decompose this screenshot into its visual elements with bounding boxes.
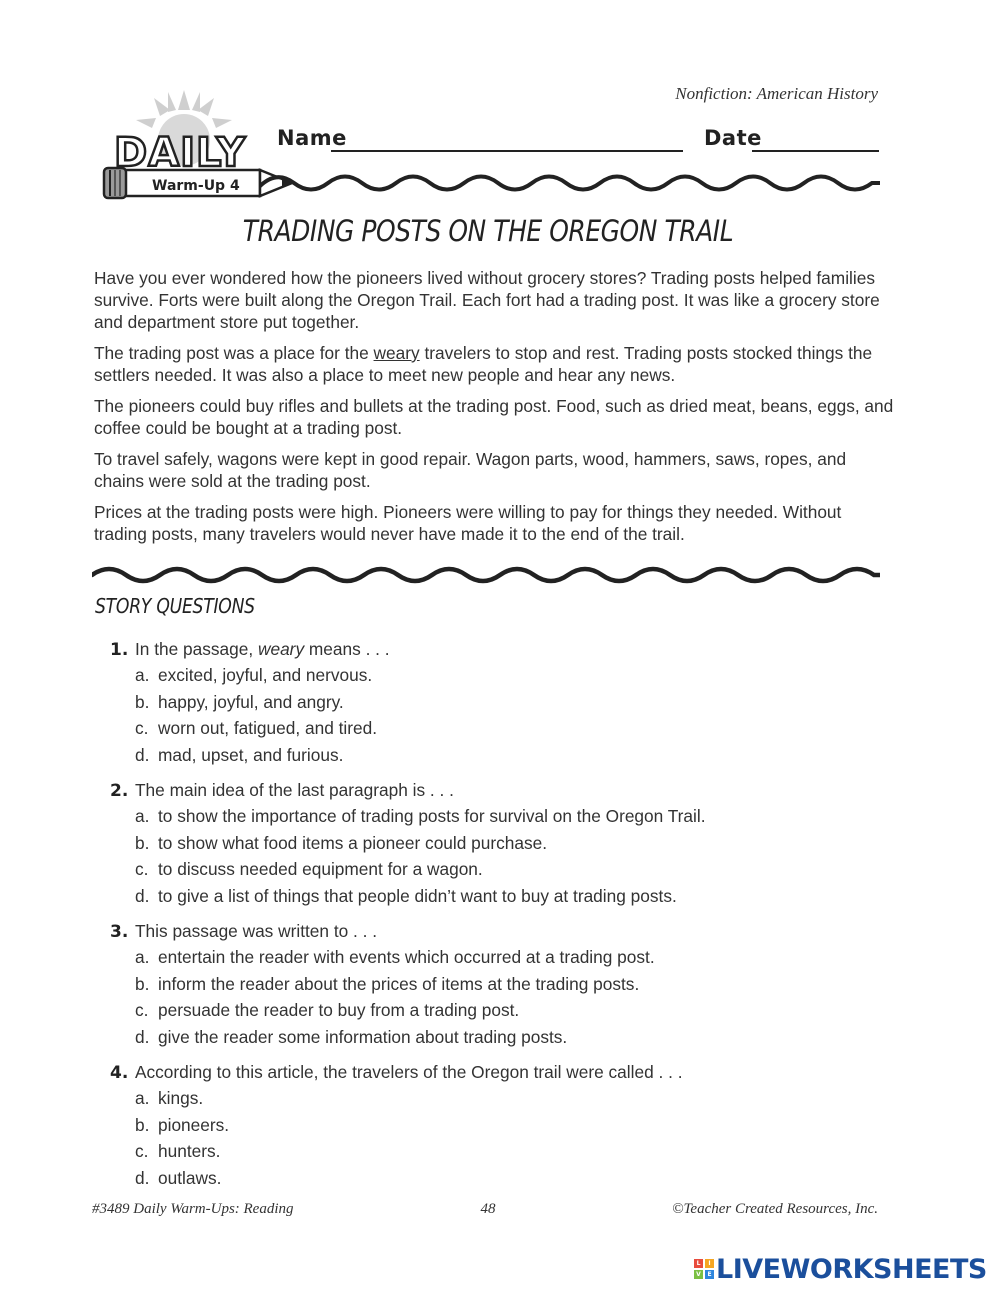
question-stem: The main idea of the last paragraph is . . . <box>135 780 454 800</box>
name-field[interactable] <box>331 150 683 152</box>
reading-passage <box>94 267 894 554</box>
option-letter: c. <box>135 1141 149 1161</box>
liveworksheets-logo-icon <box>694 1259 714 1279</box>
answer-option[interactable] <box>110 742 890 769</box>
passage-paragraph <box>94 342 894 386</box>
question-stem: In the passage, <box>135 639 258 659</box>
answer-option[interactable] <box>110 1085 890 1112</box>
option-text: give the reader some information about trading posts. <box>158 1026 568 1047</box>
logo-letter: E <box>705 1270 714 1279</box>
option-text: persuade the reader to buy from a trading post. <box>158 1000 520 1020</box>
question-number: 3. <box>110 922 129 942</box>
question-stem: means . . . <box>304 639 390 659</box>
passage-paragraph: Prices at the trading posts were high. Pioneers were willing to pay for things they needed. Without trading posts, many travelers would never have made it to the end of the trail. <box>94 502 842 544</box>
question-4 <box>110 1059 890 1191</box>
page-number: 48 <box>480 1201 496 1217</box>
option-letter: a. <box>135 947 150 967</box>
question-number: 1. <box>110 640 129 660</box>
option-text: to give a list of things that people didn’t want to buy at trading posts. <box>158 885 677 906</box>
option-letter: d. <box>135 744 150 765</box>
logo-subtitle: Warm-Up 4 <box>152 178 240 194</box>
date-field[interactable] <box>752 150 879 152</box>
option-text: mad, upset, and furious. <box>158 744 344 765</box>
question-stem: According to this article, the travelers of the Oregon trail were called . . . <box>135 1062 683 1082</box>
option-text: inform the reader about the prices of items at the trading posts. <box>158 973 640 994</box>
answer-option[interactable] <box>110 1138 890 1165</box>
question-stem: This passage was written to . . . <box>135 921 378 941</box>
answer-option[interactable] <box>110 971 890 998</box>
answer-option[interactable] <box>110 997 890 1024</box>
option-text: happy, joyful, and angry. <box>158 691 344 712</box>
questions-list <box>110 636 890 1200</box>
answer-option[interactable] <box>110 662 890 689</box>
option-letter: a. <box>135 806 150 826</box>
question-1 <box>110 636 890 768</box>
question-stem-emphasis: weary <box>257 639 305 659</box>
option-text: entertain the reader with events which occurred at a trading post. <box>158 947 655 967</box>
option-letter: c. <box>135 718 149 738</box>
question-2 <box>110 777 890 909</box>
option-text: pioneers. <box>158 1114 230 1135</box>
logo-letter: I <box>705 1259 714 1268</box>
option-text: to discuss needed equipment for a wagon. <box>158 859 483 879</box>
footer-book-title: #3489 Daily Warm-Ups: Reading <box>92 1201 294 1217</box>
answer-option[interactable] <box>110 715 890 742</box>
passage-paragraph: Have you ever wondered how the pioneers lived without grocery stores? Trading posts helped families survive. Forts were built along the Oregon Trail. Each fort had a trading post. It was like a grocery store and department store put together. <box>94 268 880 332</box>
option-letter: a. <box>135 1088 150 1108</box>
answer-option[interactable] <box>110 1165 890 1192</box>
option-letter: b. <box>135 973 150 994</box>
questions-heading: STORY QUESTIONS <box>95 594 255 618</box>
liveworksheets-watermark <box>694 1252 987 1286</box>
option-text: hunters. <box>158 1141 221 1161</box>
passage-paragraph: The pioneers could buy rifles and bullets at the trading post. Food, such as dried meat, beans, eggs, and coffee could be bought at a trading post. <box>94 396 894 438</box>
question-3 <box>110 918 890 1050</box>
option-letter: a. <box>135 665 150 685</box>
passage-text: The trading post was a place for the <box>94 343 374 363</box>
option-letter: d. <box>135 885 150 906</box>
answer-option[interactable] <box>110 856 890 883</box>
option-letter: b. <box>135 832 150 853</box>
option-text: worn out, fatigued, and tired. <box>158 718 378 738</box>
watermark-text: LIVEWORKSHEETS <box>716 1253 987 1285</box>
answer-option[interactable] <box>110 944 890 971</box>
header-wave-divider <box>260 170 880 196</box>
answer-option[interactable] <box>110 689 890 716</box>
option-text: to show what food items a pioneer could purchase. <box>158 832 548 853</box>
passage-paragraph: To travel safely, wagons were kept in good repair. Wagon parts, wood, hammers, saws, ropes, and chains were sold at the trading post. <box>94 449 847 491</box>
option-letter: d. <box>135 1026 150 1047</box>
name-label: Name <box>277 126 347 150</box>
option-text: to show the importance of trading posts for survival on the Oregon Trail. <box>158 806 706 826</box>
logo-word: DAILY <box>114 130 247 176</box>
question-number: 4. <box>110 1063 129 1083</box>
category-label: Nonfiction: American History <box>675 84 878 103</box>
option-text: outlaws. <box>158 1167 222 1188</box>
passage-text: travelers to stop and rest. Trading posts stocked things the settlers needed. It was also a place to meet new people and hear any news. <box>94 343 873 385</box>
option-letter: c. <box>135 859 149 879</box>
answer-option[interactable] <box>110 803 890 830</box>
answer-option[interactable] <box>110 830 890 857</box>
section-wave-divider <box>92 563 880 589</box>
option-letter: b. <box>135 691 150 712</box>
logo-letter: L <box>694 1259 703 1268</box>
answer-option[interactable] <box>110 1024 890 1051</box>
date-label: Date <box>704 126 762 150</box>
footer-copyright: ©Teacher Created Resources, Inc. <box>672 1201 878 1217</box>
vocabulary-word: weary <box>373 343 420 363</box>
option-text: excited, joyful, and nervous. <box>158 665 373 685</box>
worksheet-title: TRADING POSTS ON THE OREGON TRAIL <box>242 214 734 248</box>
option-text: kings. <box>158 1088 204 1108</box>
logo-letter: V <box>694 1270 703 1279</box>
answer-option[interactable] <box>110 883 890 910</box>
answer-option[interactable] <box>110 1112 890 1139</box>
question-number: 2. <box>110 781 129 801</box>
option-letter: d. <box>135 1167 150 1188</box>
option-letter: c. <box>135 1000 149 1020</box>
option-letter: b. <box>135 1114 150 1135</box>
